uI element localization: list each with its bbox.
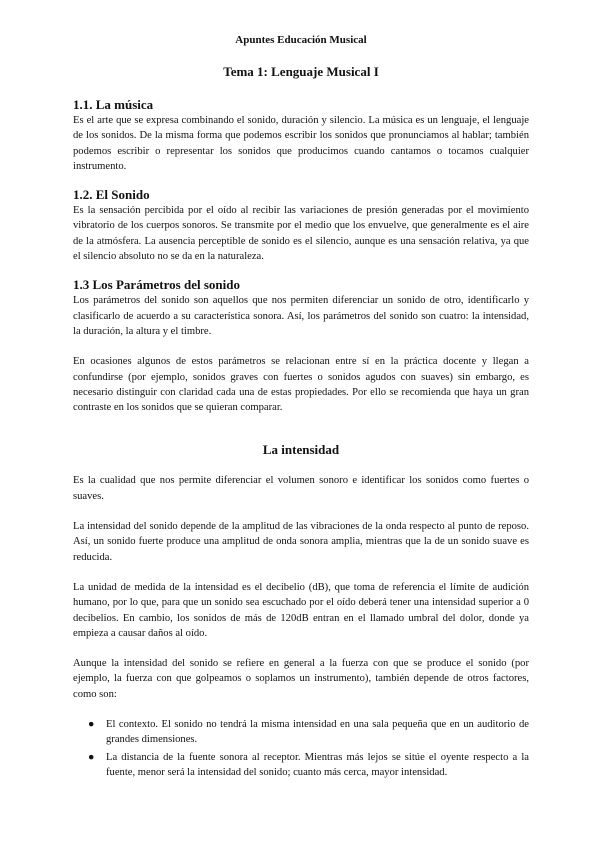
section-parametros [73, 277, 529, 415]
document-page [73, 33, 529, 782]
section-heading: 1.3 Los Parámetros del sonido [73, 277, 240, 293]
paragraph: En ocasiones algunos de estos parámetros se relacionan entre sí en la práctica docente y llegan a confundirse (por ejemplo, sonidos graves con fuertes o sonidos agudos con suaves) sin embargo, es necesario distinguir con claridad cada una de estas propiedades. Por ello se recomienda que haya un gran contraste en los sonidos que se quieran comparar. [73, 356, 529, 414]
paragraph: La intensidad del sonido depende de la amplitud de las vibraciones de la onda respecto al punto de reposo. Así, un sonido fuerte produce una amplitud de onda sonora amplia, mientras que la de un sonido suave es reducida. [73, 521, 529, 563]
list-item-text: La distancia de la fuente sonora al receptor. Mientras más lejos se sitúe el oyente respecto a la fuente, menor será la intensidad del sonido; cuanto más cerca, mayor intensidad. [106, 751, 529, 778]
bullet-list [73, 717, 529, 780]
section-heading: 1.2. El Sonido [73, 187, 150, 203]
section-la-musica [73, 97, 529, 174]
section-heading: 1.1. La música [73, 97, 154, 112]
bullet-icon: ● [88, 719, 95, 731]
list-item [73, 717, 529, 748]
section-heading-centered: La intensidad [262, 442, 340, 458]
paragraph: Es la cualidad que nos permite diferenciar el volumen sonoro e identificar los sonidos como fuertes o suaves. [73, 475, 529, 502]
topic-title: Tema 1: Lenguaje Musical I [223, 64, 379, 79]
paragraph: Los parámetros del sonido son aquellos que nos permiten diferenciar un sonido de otro, identificarlo y clasificarlo de acuerdo a su característica sonora. Así, los parámetros del sonido son cuatro: la intensidad, la duración, la altura y el timbre. [73, 295, 529, 337]
paragraph: Es el arte que se expresa combinando el sonido, duración y silencio. La música es un lenguaje, el lenguaje de los sonidos. De la misma forma que podemos escribir los sonidos que pronunciamos al hablar; también podemos escribir o representar los sonidos que producimos cuando cantamos o tocamos cualquier instrumento. [73, 115, 529, 172]
bullet-icon: ● [88, 751, 95, 763]
paragraph: La unidad de medida de la intensidad es el decibelio (dB), que toma de referencia el límite de audición humano, por lo que, para que un sonido sea escuchado por el oído deberá tener una intensidad superior a 0 decibelios. En cambio, los sonidos de más de 120dB entran en el llamado umbral del dolor, donde ya empieza a causar daños al oído. [73, 581, 529, 639]
section-intensidad [73, 442, 529, 780]
list-item [73, 750, 529, 781]
list-item-text: El contexto. El sonido no tendrá la misma intensidad en una sala pequeña que en un auditorio de grandes dimensiones. [106, 719, 529, 746]
paragraph: Es la sensación percibida por el oído al recibir las variaciones de presión generadas por el movimiento vibratorio de los cuerpos sonoros. Se transmite por el medio que los envuelve, que generalmente es el aire de la atmósfera. La ausencia perceptible de sonido es el silencio, aunque es una sensación relativa, ya que el silencio absoluto no se da en la naturaleza. [73, 205, 529, 263]
paragraph: Aunque la intensidad del sonido se refiere en general a la fuerza con que se produce el sonido (por ejemplo, la fuerza con que golpeamos o soplamos un instrumento), también depende de otros factores, como son: [73, 658, 529, 700]
section-el-sonido [73, 187, 529, 264]
document-title: Apuntes Educación Musical [235, 34, 367, 46]
